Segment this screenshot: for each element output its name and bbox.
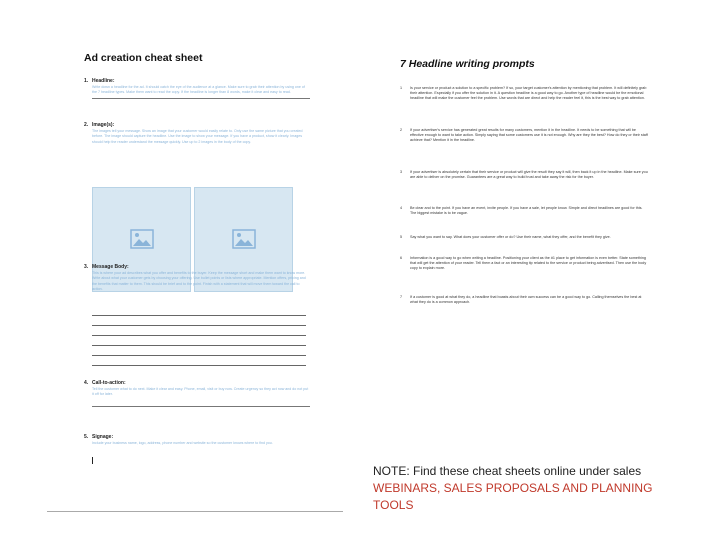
section-heading: Signage:	[92, 434, 114, 440]
prompt-text: If your advertiser is absolutely certain that their service or product will give the result they say it will, then back it up in the headline. Make sure you are able to deliver on the promise. Guarantees are a great way to build trust and take away the risk for the buyer.	[410, 170, 648, 180]
section-number: 4.	[84, 380, 89, 386]
section-heading: Call-to-action:	[92, 380, 126, 386]
section-call-to-action	[84, 380, 310, 407]
headline-prompts-title: 7 Headline writing prompts	[400, 58, 535, 70]
prompt-item	[400, 170, 648, 180]
prompt-item	[400, 235, 648, 240]
section-rule	[92, 98, 310, 99]
prompt-number: 1	[400, 86, 403, 90]
prompt-number: 6	[400, 256, 403, 260]
prompt-item	[400, 128, 648, 144]
ad-cheat-sheet-page	[78, 52, 316, 472]
text-cursor	[92, 457, 93, 464]
prompt-number: 3	[400, 170, 403, 174]
image-icon	[130, 229, 154, 249]
prompt-number: 2	[400, 128, 403, 132]
section-images	[84, 122, 310, 145]
note-highlight: WEBINARS, SALES PROPOSALS AND PLANNING TOOLS	[373, 481, 653, 512]
section-number: 3.	[84, 264, 89, 270]
section-text: Include your business name, logo, address, phone number and website so the customer knows where to find you.	[92, 441, 273, 445]
message-body-lines	[92, 306, 306, 366]
prompt-text: Information is a good way to go when writing a headline. Positioning your client as the #1 place to get information is even better. State something that will get the attention of your reader. Tell them a fact or an interesting tip related to the service or product being advertised. Then use the body copy to explain more.	[410, 256, 647, 271]
section-text: This is where your ad describes what you offer and benefits to the buyer. Keep the message short and make them want to know more. Write about what your customer gets by choosing your offering. Use bullet points or lists where appropriate. Mention offers, pricing and the benefits that matter to them. This should be brief and to the point. Finish with a statement that will move them toward the call to action.	[92, 271, 306, 292]
section-headline	[84, 78, 310, 99]
section-number: 2.	[84, 122, 89, 128]
prompt-number: 7	[400, 295, 403, 299]
prompt-item	[400, 295, 648, 305]
prompt-text: Be clear and to the point. If you have an event, invite people. If you have a sale, let people know. Simple and direct headlines are good for this. The biggest mistake is to be vague.	[410, 206, 643, 216]
prompt-number: 4	[400, 206, 403, 210]
prompt-item	[400, 206, 648, 216]
headline-prompts-page	[390, 58, 650, 318]
section-signage	[84, 434, 310, 446]
prompt-item	[400, 86, 648, 102]
note-prefix: NOTE: Find these cheat sheets online under sales	[373, 464, 642, 478]
prompt-number: 5	[400, 235, 403, 239]
prompt-text: If your advertiser's service has generated great results for many customers, mention it in the headline. It needs to be something that will be effective enough to want to take action. Simply saying that some customers use it is not enough. Why are they the best? How do they or their staff achieve that? Mention it in the headline.	[410, 128, 648, 143]
section-rule	[92, 406, 310, 407]
image-icon	[232, 229, 256, 249]
section-text: Write down a headline for the ad. It should catch the eye of the audience at a glance. Make sure to grab their attention by using one of the 7 headline types. Make them want to read the copy. If the headline is longer than 8 words, make it clear and easy to read.	[92, 85, 305, 95]
prompt-text: If a customer is good at what they do, a headline that boasts about their own success can be a good way to go. Calling themselves the best at what they do is a common approach.	[410, 295, 642, 305]
bottom-divider	[47, 511, 343, 512]
section-heading: Image(s):	[92, 122, 115, 128]
section-text: Tell the customer what to do next. Make it clear and easy. Phone, email, visit or buy now. Create urgency so they act now and do not put it off for later.	[92, 387, 309, 397]
prompt-text: Say what you want to say. What does your customer offer or do? Use their name, what they offer, and the benefit they give.	[410, 235, 611, 239]
section-message-body	[84, 264, 310, 293]
prompt-item	[400, 256, 648, 272]
section-text: The images tell your message. Show an image that your customer would easily relate to. Only use the same picture that you created before. The image should capture the headline. Use the image to show your message. If you have a product, show it clearly. Images should help the reader understand the message quickly. Use up to 2 images in the body of the copy.	[92, 129, 303, 144]
section-heading: Headline:	[92, 78, 115, 84]
section-number: 1.	[84, 78, 89, 84]
ad-cheat-sheet-title: Ad creation cheat sheet	[84, 52, 203, 64]
cheat-sheet-note	[373, 463, 673, 514]
section-number: 5.	[84, 434, 89, 440]
prompt-text: Is your service or product a solution to a specific problem? If so, your target customer's attention by mentioning that problem. It will definitely grab their attention. Especially if you offer the solution in it. A question headline is a good way to go. Another type of headline would be the emotional headline that will make the customer feel the problem. Use words that are direct and help the reader feel it, this is the best way to grab attention.	[410, 86, 647, 101]
section-heading: Message Body:	[92, 264, 129, 270]
